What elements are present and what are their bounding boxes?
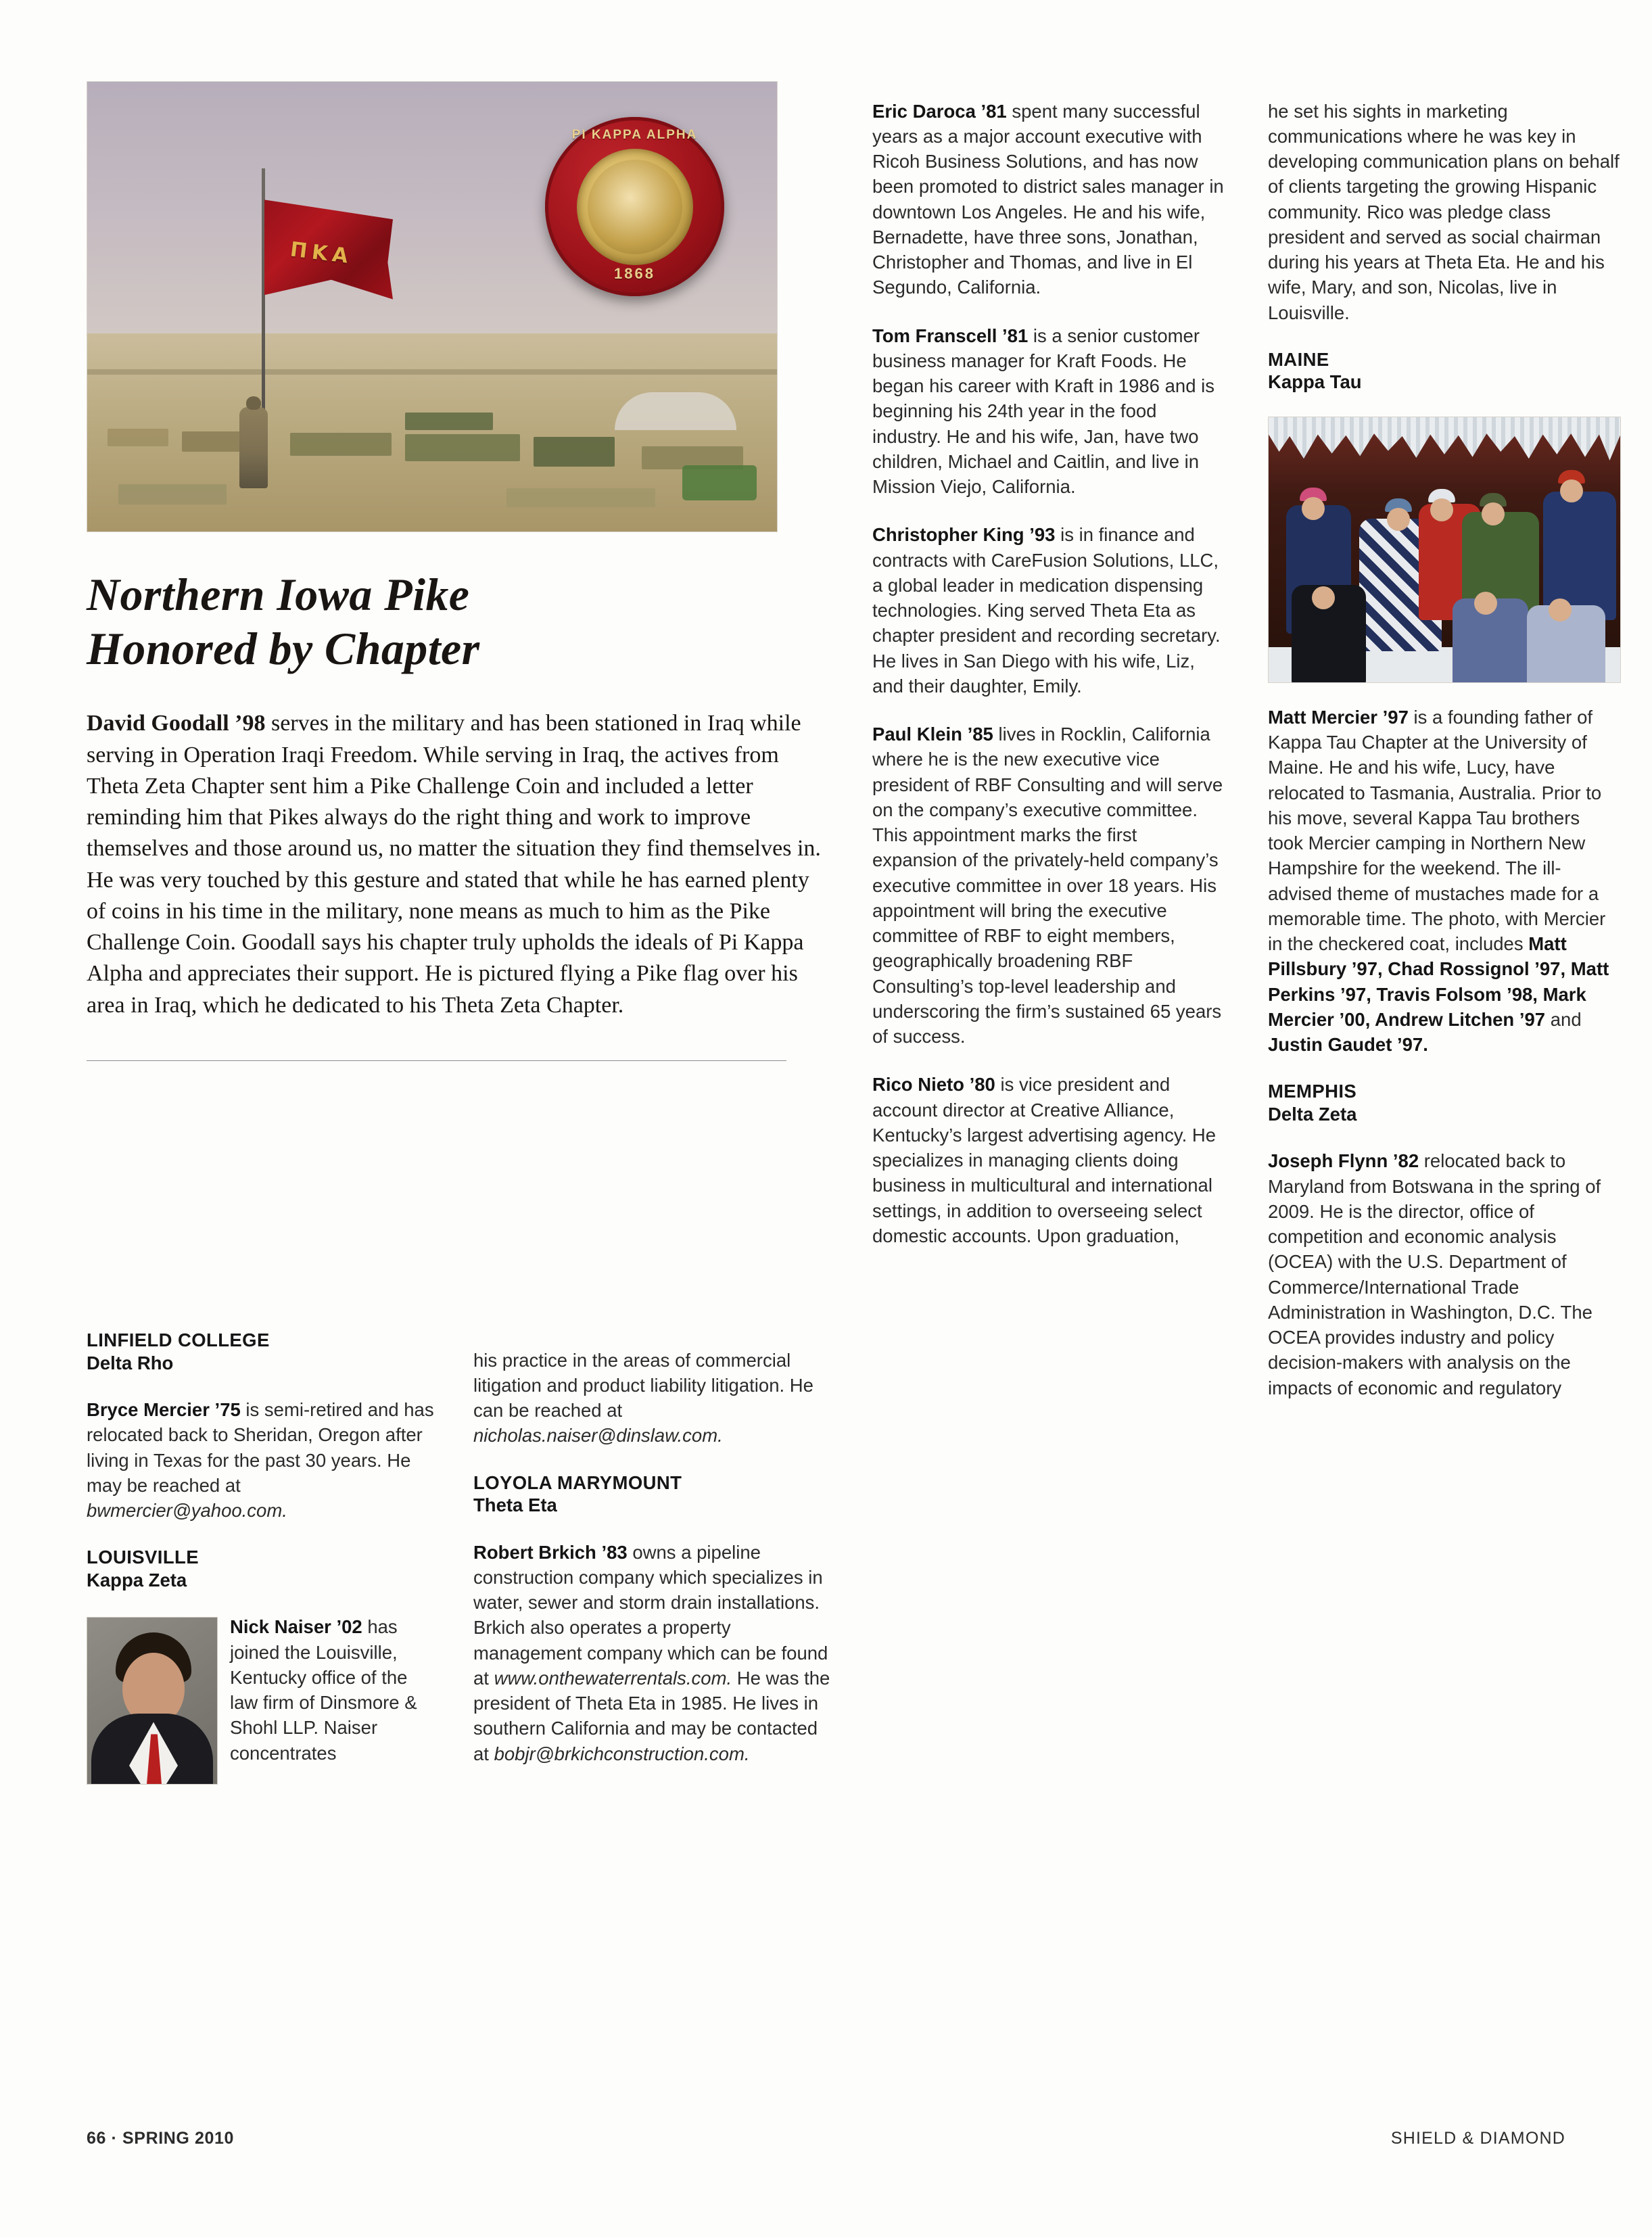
class-note-entry: [1268, 705, 1620, 1058]
feature-article: [87, 81, 833, 1061]
chapter-heading-chapter: Theta Eta: [473, 1494, 557, 1516]
chapter-heading-school: LOUISVILLE: [87, 1547, 199, 1568]
soldier-figure: [239, 407, 268, 488]
class-note-entry: [1268, 1148, 1620, 1400]
class-note-text: He was the president of Theta Eta in 1985. He lives in southern California and may be contacted at: [473, 1667, 830, 1764]
photo-container: [118, 484, 227, 504]
notes-column-1: [87, 1329, 438, 1790]
feature-lead-name: David Goodall ’98: [87, 711, 266, 736]
photo-person-head: [1302, 497, 1325, 520]
chapter-heading-chapter: Kappa Tau: [1268, 371, 1362, 393]
photo-tent: [615, 392, 736, 430]
chapter-heading-school: MAINE: [1268, 348, 1329, 370]
photo-person-head: [1387, 508, 1410, 531]
feature-body: [87, 708, 833, 1020]
class-note-entry: [87, 1397, 438, 1523]
chapter-heading-chapter: Delta Zeta: [1268, 1103, 1357, 1125]
class-note-email[interactable]: bwmercier@yahoo.com.: [87, 1500, 287, 1522]
feature-title-line-1: Northern Iowa Pike: [87, 569, 470, 620]
coin-top-text: PI KAPPA ALPHA: [571, 128, 698, 142]
photo-container: [506, 488, 655, 507]
class-note-entry: [872, 522, 1224, 699]
chapter-heading-school: LOYOLA MARYMOUNT: [473, 1471, 682, 1493]
feature-title-line-2: Honored by Chapter: [87, 623, 480, 675]
class-note-text: is vice president and account director at Creative Alliance, Kentucky’s largest advertising agency. He specializes in managing clients doing business in multicultural and international settings, in addition to overseeing select domestic accounts. Upon graduation,: [872, 1074, 1216, 1246]
photo-person-head: [1549, 598, 1572, 621]
photo-container: [108, 429, 168, 446]
footer-publication-name: SHIELD & DIAMOND: [1390, 2129, 1565, 2148]
photo-person-head: [1474, 592, 1497, 615]
class-note-mentioned-names: Matt Pillsbury ’97, Chad Rossignol ’97, Matt Perkins ’97, Travis Folsom ’98, Mark Mercier ’00, Andrew Litchen ’97: [1268, 933, 1609, 1030]
class-note-name: Eric Daroca ’81: [872, 100, 1007, 122]
class-note-entry: [872, 1072, 1224, 1248]
coin-emblem: [577, 149, 693, 265]
class-note-mentioned-names: Justin Gaudet ’97.: [1268, 1034, 1428, 1056]
class-note-name: Nick Naiser ’02: [230, 1616, 362, 1638]
class-note-name: Tom Franscell ’81: [872, 325, 1029, 346]
pike-challenge-coin: [545, 117, 724, 296]
class-note-name: Christopher King ’93: [872, 524, 1056, 546]
feature-photo: [87, 81, 778, 532]
class-note-text: spent many successful years as a major account executive with Ricoh Business Solutions, and has now been promoted to district sales manager in downtown Los Angeles. He and his wife, Bernadette, have three sons, Jonathan, Christopher and Thomas, and live in El Segundo, California.: [872, 100, 1224, 298]
flag-letters: ΠΚΑ: [289, 237, 354, 269]
photo-person-head: [1312, 586, 1335, 609]
class-note-text: relocated back to Maryland from Botswana in the spring of 2009. He is the director, office of competition and economic analysis (OCEA) with the U.S. Department of Commerce/International Trade Administration in Washington, D.C. The OCEA provides industry and policy decision-makers with analysis on the impacts of economic and regulatory: [1268, 1150, 1601, 1398]
class-note-text: owns a pipeline construction company which specializes in water, sewer and storm drain installations. Brkich also operates a property management company which can be found at: [473, 1541, 828, 1689]
coin-bottom-text: 1868: [614, 265, 655, 282]
class-note-entry: [473, 1540, 832, 1766]
notes-column-2: [473, 1329, 832, 1789]
class-note-url[interactable]: www.onthewaterrentals.com.: [494, 1667, 732, 1689]
photo-vehicle: [534, 437, 615, 467]
feature-body-text: serves in the military and has been stationed in Iraq while serving in Operation Iraqi Freedom. While serving in Iraq, the actives from Theta Zeta Chapter sent him a Pike Challenge Coin and included a letter reminding him that Pikes always do the right thing and work to improve themselves and those around us, no matter the situation they find themselves in. He was very touched by this gesture and stated that while he has earned plenty of coins in his time in the military, none means as much to him as the Pike Challenge Coin. Goodall says his chapter truly upholds the ideals of Pi Kappa Alpha and appreciates their support. He is pictured flying a Pike flag over his area in Iraq, which he dedicated to his Theta Zeta Chapter.: [87, 711, 821, 1018]
notes-column-3: [872, 80, 1224, 1271]
chapter-heading-school: MEMPHIS: [1268, 1081, 1357, 1102]
class-note-continued: [473, 1348, 832, 1449]
portrait-photo-nick-naiser: [87, 1617, 218, 1785]
class-note-text: lives in Rocklin, California where he is the new executive vice president of RBF Consulting and will serve on the company’s executive committee. This appointment marks the first expansion of the privately-held company’s executive committee in over 18 years. His appointment will bring the executive committee of RBF to eight members, geographically broadening RBF Consulting’s top-level leadership and underscoring the firm’s sustained 65 years of success.: [872, 724, 1223, 1047]
class-note-text: is a senior customer business manager for Kraft Foods. He began his career with Kraft in 1986 and is beginning his 24th year in the food industry. He and his wife, Jan, have two children, Michael and Caitlin, and live in Mission Viejo, California.: [872, 325, 1214, 497]
chapter-heading-chapter: Delta Rho: [87, 1352, 174, 1373]
notes-column-4: [1268, 80, 1620, 1423]
photo-container: [405, 413, 493, 430]
photo-vehicle: [682, 465, 757, 500]
photo-container: [405, 434, 520, 461]
chapter-heading-school: LINFIELD COLLEGE: [87, 1329, 270, 1350]
class-note-name: Paul Klein ’85: [872, 724, 993, 745]
class-note-entry: [872, 722, 1224, 1049]
chapter-heading-chapter: Kappa Zeta: [87, 1569, 187, 1591]
photo-container: [290, 433, 392, 456]
class-note-continued: he set his sights in marketing communications where he was key in developing communication plans on behalf of clients targeting the growing Hispanic community. Rico was pledge class president and served as social chairman during his years at Theta Eta. He and his wife, Mary, and son, Nicolas, live in Louisville.: [1268, 100, 1620, 323]
class-note-text: is in finance and contracts with CareFusion Solutions, LLC, a global leader in medication dispensing technologies. King served Theta Eta as chapter president and recording secretary. He lives in San Diego with his wife, Liz, and their daughter, Emily.: [872, 524, 1221, 697]
footer-page-number: 66 · SPRING 2010: [87, 2129, 235, 2148]
class-note-text: is a founding father of Kappa Tau Chapter at the University of Maine. He and his wife, Lucy, have relocated to Tasmania, Australia. Prior to his move, several Kappa Tau brothers took Mercier camping in Northern New Hampshire for the weekend. The ill-advised theme of mustaches made for a memorable time. The photo, with Mercier in the checkered coat, includes: [1268, 706, 1606, 955]
class-note-text: is semi-retired and has relocated back to Sheridan, Oregon after living in Texas for the past 30 years. He may be reached at: [87, 1399, 434, 1496]
class-note-entry: [872, 99, 1224, 300]
photo-person-head: [1482, 502, 1505, 525]
class-note-name: Robert Brkich ’83: [473, 1541, 628, 1563]
photo-person-head: [1430, 498, 1453, 521]
class-note-name: Bryce Mercier ’75: [87, 1399, 241, 1421]
group-photo-kappa-tau: [1268, 417, 1621, 683]
class-note-entry: [87, 1614, 438, 1766]
class-note-text: has joined the Louisville, Kentucky office of the law firm of Dinsmore & Shohl LLP. Naiser concentrates: [230, 1616, 417, 1764]
class-note-conjunction: and: [1545, 1008, 1582, 1030]
page-title: [87, 567, 833, 676]
class-note-email[interactable]: bobjr@brkichconstruction.com.: [494, 1743, 750, 1764]
class-note-text: his practice in the areas of commercial litigation and product liability litigation. He can be reached at: [473, 1349, 813, 1421]
class-note-name: Rico Nieto ’80: [872, 1074, 995, 1096]
class-note-name: Joseph Flynn ’82: [1268, 1150, 1419, 1172]
section-divider: [87, 1060, 786, 1061]
class-note-entry: [872, 323, 1224, 500]
photo-person-head: [1560, 479, 1583, 502]
class-note-name: Matt Mercier ’97: [1268, 706, 1409, 728]
class-note-email[interactable]: nicholas.naiser@dinslaw.com.: [473, 1425, 723, 1446]
